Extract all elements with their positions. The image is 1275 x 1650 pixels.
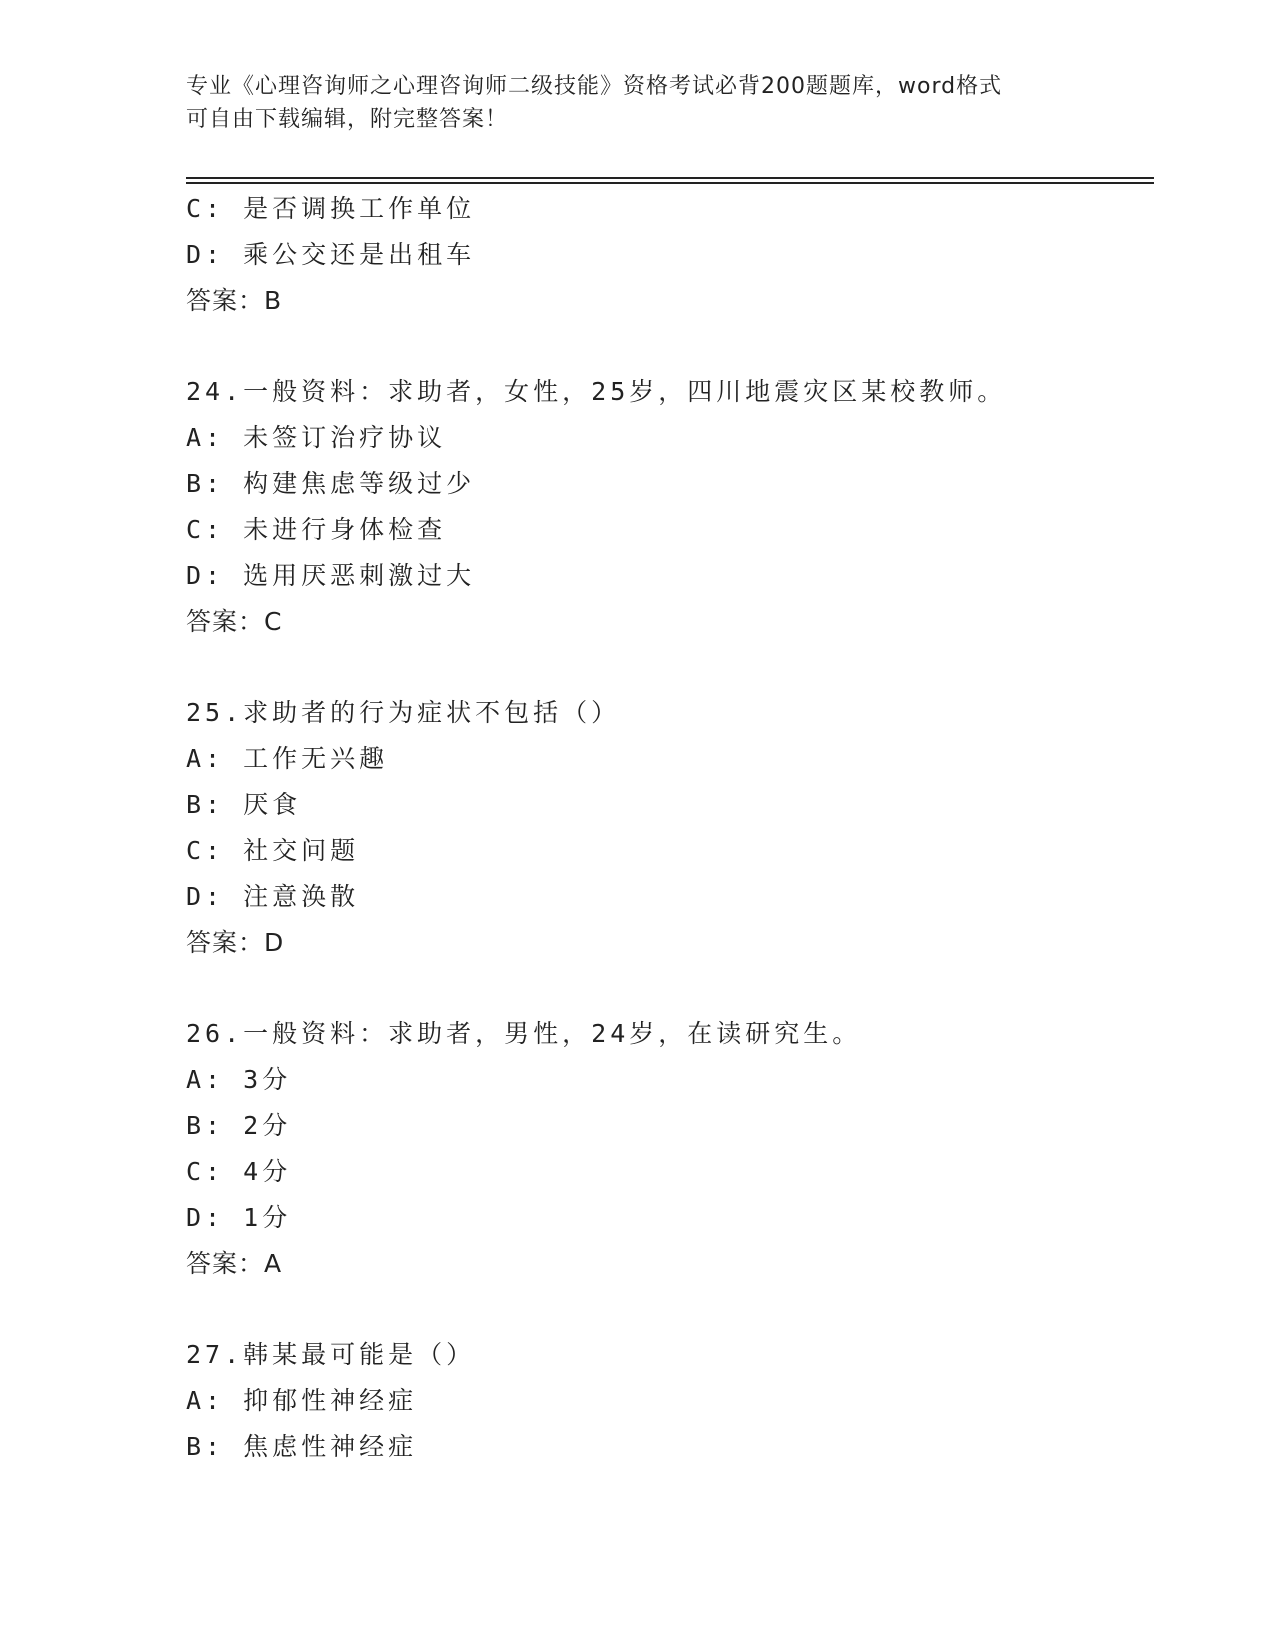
question-24-option-a: A: 未签订治疗协议 — [186, 423, 447, 452]
document-header — [186, 70, 1086, 136]
question-25-option-b: B: 厌食 — [186, 790, 302, 819]
question-24-option-b: B: 构建焦虑等级过少 — [186, 469, 476, 498]
question-25: 25.求助者的行为症状不包括（） — [186, 698, 621, 727]
question-27-option-b: B: 焦虑性神经症 — [186, 1432, 418, 1461]
question-26-option-b: B: 2分 — [186, 1111, 292, 1140]
question-27-option-a: A: 抑郁性神经症 — [186, 1386, 418, 1415]
question-26-option-d: D: 1分 — [186, 1203, 292, 1232]
question-26: 26.一般资料：求助者，男性，24岁，在读研究生。 — [186, 1019, 862, 1048]
question-24-option-c: C: 未进行身体检查 — [186, 515, 447, 544]
question-26-option-a: A: 3分 — [186, 1065, 292, 1094]
option-c: C: 是否调换工作单位 — [186, 194, 476, 223]
question-25-option-c: C: 社交问题 — [186, 836, 360, 865]
answer-line: 答案：B — [186, 286, 283, 315]
question-26-answer: 答案：A — [186, 1249, 283, 1278]
question-24-answer: 答案：C — [186, 607, 283, 636]
question-26-option-c: C: 4分 — [186, 1157, 292, 1186]
question-25-option-a: A: 工作无兴趣 — [186, 744, 389, 773]
question-27: 27.韩某最可能是（） — [186, 1340, 476, 1369]
question-list — [186, 186, 1146, 1470]
header-divider-bottom — [186, 182, 1154, 184]
option-d: D: 乘公交还是出租车 — [186, 240, 476, 269]
question-24: 24.一般资料：求助者，女性，25岁，四川地震灾区某校教师。 — [186, 377, 1007, 406]
question-25-answer: 答案：D — [186, 928, 285, 957]
question-24-option-d: D: 选用厌恶刺激过大 — [186, 561, 476, 590]
header-line-2: 可自由下载编辑，附完整答案！ — [186, 107, 509, 132]
question-25-option-d: D: 注意涣散 — [186, 882, 360, 911]
header-line-1: 专业《心理咨询师之心理咨询师二级技能》资格考试必背200题题库，word格式 — [186, 74, 1003, 99]
header-divider-top — [186, 177, 1154, 179]
